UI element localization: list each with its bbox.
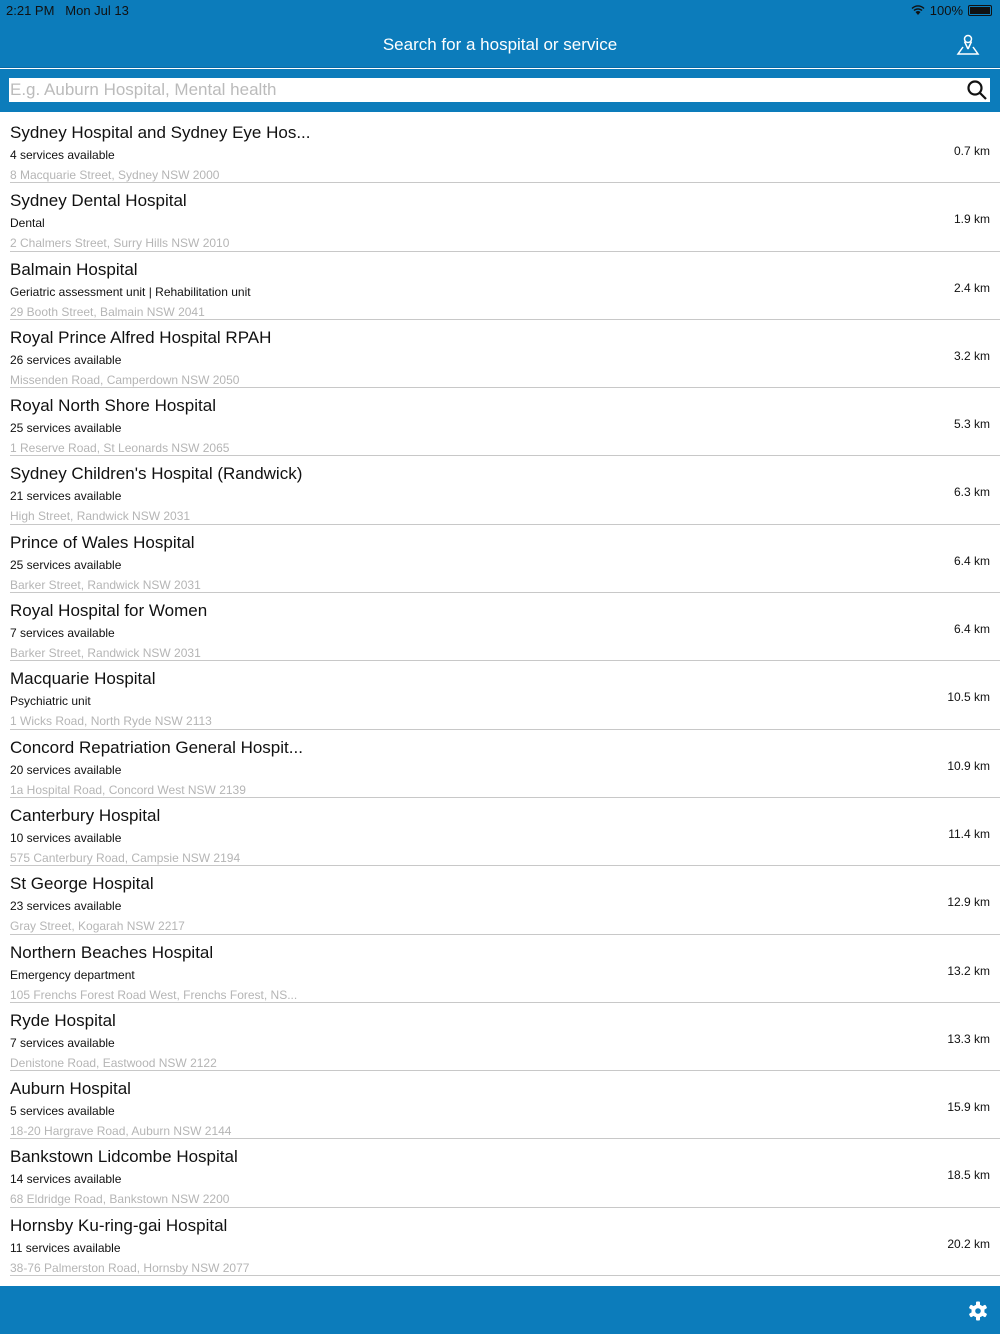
hospital-distance: 10.9 km [947, 758, 990, 773]
hospital-name: Ryde Hospital [10, 1010, 116, 1030]
hospital-list-item[interactable] [10, 115, 1000, 183]
hospital-services: Geriatric assessment unit | Rehabilitation unit [10, 284, 251, 299]
hospital-services: 21 services available [10, 489, 122, 504]
hospital-address: Denistone Road, Eastwood NSW 2122 [10, 1055, 217, 1070]
hospital-distance: 20.2 km [947, 1236, 990, 1251]
hospital-distance: 6.4 km [953, 553, 990, 568]
status-right [911, 3, 992, 18]
hospital-services: 4 services available [10, 148, 115, 162]
hospital-list-item[interactable] [10, 593, 1000, 661]
hospital-address: 1 Wicks Road, North Ryde NSW 2113 [10, 714, 212, 729]
hospital-address: 1a Hospital Road, Concord West NSW 2139 [10, 782, 246, 797]
hospital-services: 7 services available [10, 626, 115, 641]
hospital-list-item[interactable] [10, 456, 1000, 524]
status-time-date [6, 3, 129, 18]
bottom-bar [0, 1286, 1000, 1334]
hospital-distance: 13.2 km [947, 963, 990, 978]
hospital-name: Prince of Wales Hospital [10, 532, 195, 552]
hospital-address: Missenden Road, Camperdown NSW 2050 [10, 372, 240, 387]
hospital-name: Auburn Hospital [10, 1079, 131, 1099]
status-date: Mon Jul 13 [65, 3, 129, 18]
hospital-name: Balmain Hospital [10, 259, 138, 279]
hospital-distance: 11.4 km [948, 826, 990, 841]
hospital-distance: 15.9 km [947, 1100, 990, 1115]
hospital-name: Bankstown Lidcombe Hospital [10, 1147, 238, 1167]
hospital-name: Sydney Hospital and Sydney Eye Hos... [10, 123, 311, 142]
hospital-name: St George Hospital [10, 874, 154, 894]
hospital-services: 10 services available [10, 830, 122, 845]
hospital-services: 26 services available [10, 352, 122, 367]
hospital-list-item[interactable] [10, 798, 1000, 866]
wifi-icon [911, 5, 925, 16]
search-bar [0, 69, 1000, 112]
hospital-distance: 10.5 km [947, 690, 990, 705]
hospital-list-item[interactable] [10, 252, 1000, 320]
hospital-name: Sydney Children's Hospital (Randwick) [10, 464, 303, 484]
hospital-distance: 13.3 km [947, 1031, 990, 1046]
hospital-list-item[interactable] [10, 661, 1000, 729]
hospital-distance: 1.9 km [953, 212, 990, 227]
hospital-services: 14 services available [10, 1172, 122, 1187]
hospital-name: Canterbury Hospital [10, 805, 161, 825]
status-bar [0, 0, 1000, 20]
hospital-address: 18-20 Hargrave Road, Auburn NSW 2144 [10, 1124, 232, 1139]
settings-gear-icon[interactable] [968, 1301, 988, 1321]
battery-percent: 100% [929, 3, 963, 18]
search-icon[interactable] [966, 79, 988, 101]
hospital-distance: 2.4 km [953, 280, 990, 295]
hospital-services: Dental [10, 216, 45, 231]
hospital-address: 68 Eldridge Road, Bankstown NSW 2200 [10, 1192, 230, 1207]
hospital-list-item[interactable] [10, 388, 1000, 456]
hospital-services: 20 services available [10, 762, 122, 777]
hospital-name: Hornsby Ku-ring-gai Hospital [10, 1215, 228, 1235]
hospital-services: 7 services available [10, 1035, 115, 1050]
hospital-address: 38-76 Palmerston Road, Hornsby NSW 2077 [10, 1260, 250, 1275]
search-input[interactable] [9, 80, 966, 100]
hospital-address: Barker Street, Randwick NSW 2031 [10, 577, 201, 592]
hospital-list-item[interactable] [10, 730, 1000, 798]
hospital-name: Royal North Shore Hospital [10, 396, 216, 416]
hospital-services: 25 services available [10, 557, 122, 572]
hospital-distance: 6.3 km [953, 485, 990, 500]
hospital-address: Barker Street, Randwick NSW 2031 [10, 646, 201, 661]
hospital-list-item[interactable] [10, 935, 1000, 1003]
hospital-list-item[interactable] [10, 320, 1000, 388]
hospital-address: Gray Street, Kogarah NSW 2217 [10, 919, 185, 934]
battery-icon [968, 5, 992, 16]
hospital-list-item[interactable] [10, 1139, 1000, 1207]
hospital-address: 575 Canterbury Road, Campsie NSW 2194 [10, 850, 241, 865]
hospital-services: 23 services available [10, 899, 122, 914]
hospital-services: 11 services available [10, 1240, 121, 1255]
hospital-services: Emergency department [10, 967, 135, 982]
hospital-address: High Street, Randwick NSW 2031 [10, 509, 191, 524]
hospital-services: 5 services available [10, 1104, 115, 1119]
hospital-distance: 5.3 km [953, 417, 990, 432]
hospital-address: 8 Macquarie Street, Sydney NSW 2000 [10, 168, 220, 182]
location-map-icon[interactable] [956, 32, 980, 56]
hospital-list [0, 115, 1000, 1276]
hospital-name: Royal Prince Alfred Hospital RPAH [10, 327, 272, 347]
status-time: 2:21 PM [6, 3, 55, 18]
hospital-address: 105 Frenchs Forest Road West, Frenchs Forest, NS... [10, 987, 298, 1002]
hospital-address: 29 Booth Street, Balmain NSW 2041 [10, 304, 205, 319]
hospital-distance: 18.5 km [947, 1168, 990, 1183]
hospital-list-item[interactable] [10, 866, 1000, 934]
hospital-services: Psychiatric unit [10, 694, 91, 709]
nav-bar [0, 20, 1000, 68]
hospital-list-item[interactable] [10, 525, 1000, 593]
hospital-list-item[interactable] [10, 1071, 1000, 1139]
hospital-name: Macquarie Hospital [10, 669, 156, 689]
hospital-address: 1 Reserve Road, St Leonards NSW 2065 [10, 441, 230, 456]
hospital-name: Royal Hospital for Women [10, 601, 208, 621]
hospital-address: 2 Chalmers Street, Surry Hills NSW 2010 [10, 236, 230, 251]
hospital-list-item[interactable] [10, 1003, 1000, 1071]
hospital-name: Northern Beaches Hospital [10, 942, 214, 962]
hospital-distance: 6.4 km [953, 622, 990, 637]
hospital-distance: 3.2 km [953, 348, 990, 363]
hospital-services: 25 services available [10, 421, 122, 436]
hospital-distance: 12.9 km [947, 895, 990, 910]
hospital-list-item[interactable] [10, 1208, 1000, 1276]
hospital-name: Concord Repatriation General Hospit... [10, 737, 303, 757]
hospital-name: Sydney Dental Hospital [10, 191, 187, 211]
hospital-list-item[interactable] [10, 183, 1000, 251]
search-box [9, 78, 990, 102]
hospital-distance: 0.7 km [953, 144, 990, 158]
page-title: Search for a hospital or service [382, 35, 618, 54]
